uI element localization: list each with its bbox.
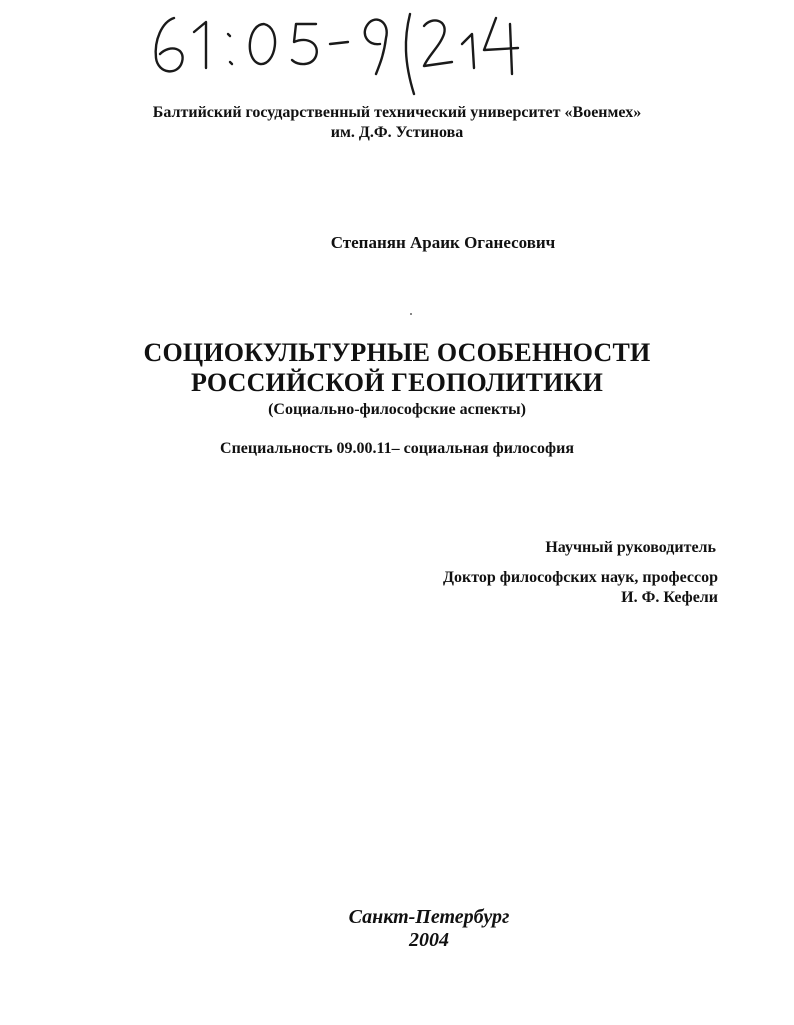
scan-speck (410, 313, 412, 315)
university-namesake: им. Д.Ф. Устинова (330, 124, 464, 141)
handwritten-code-drawing (148, 4, 528, 96)
thesis-title-line2: РОССИЙСКОЙ ГЕОПОЛИТИКИ (190, 368, 604, 397)
supervisor-degree: Доктор философских наук, профессор (443, 569, 718, 586)
year: 2004 (409, 929, 449, 951)
thesis-subtitle: (Социально-философские аспекты) (268, 401, 526, 418)
city: Санкт-Петербург (348, 906, 510, 928)
author-name: Степанян Араик Оганесович (330, 233, 556, 252)
supervisor-name: И. Ф. Кефели (621, 589, 718, 606)
supervisor-label: Научный руководитель (545, 539, 716, 556)
specialty-line: Специальность 09.00.11– социальная философия (220, 440, 574, 457)
thesis-title-line1: СОЦИОКУЛЬТУРНЫЕ ОСОБЕННОСТИ (143, 338, 651, 367)
university-name: Балтийский государственный технический университет «Военмех» (152, 104, 642, 121)
handwritten-archive-code (148, 4, 528, 96)
